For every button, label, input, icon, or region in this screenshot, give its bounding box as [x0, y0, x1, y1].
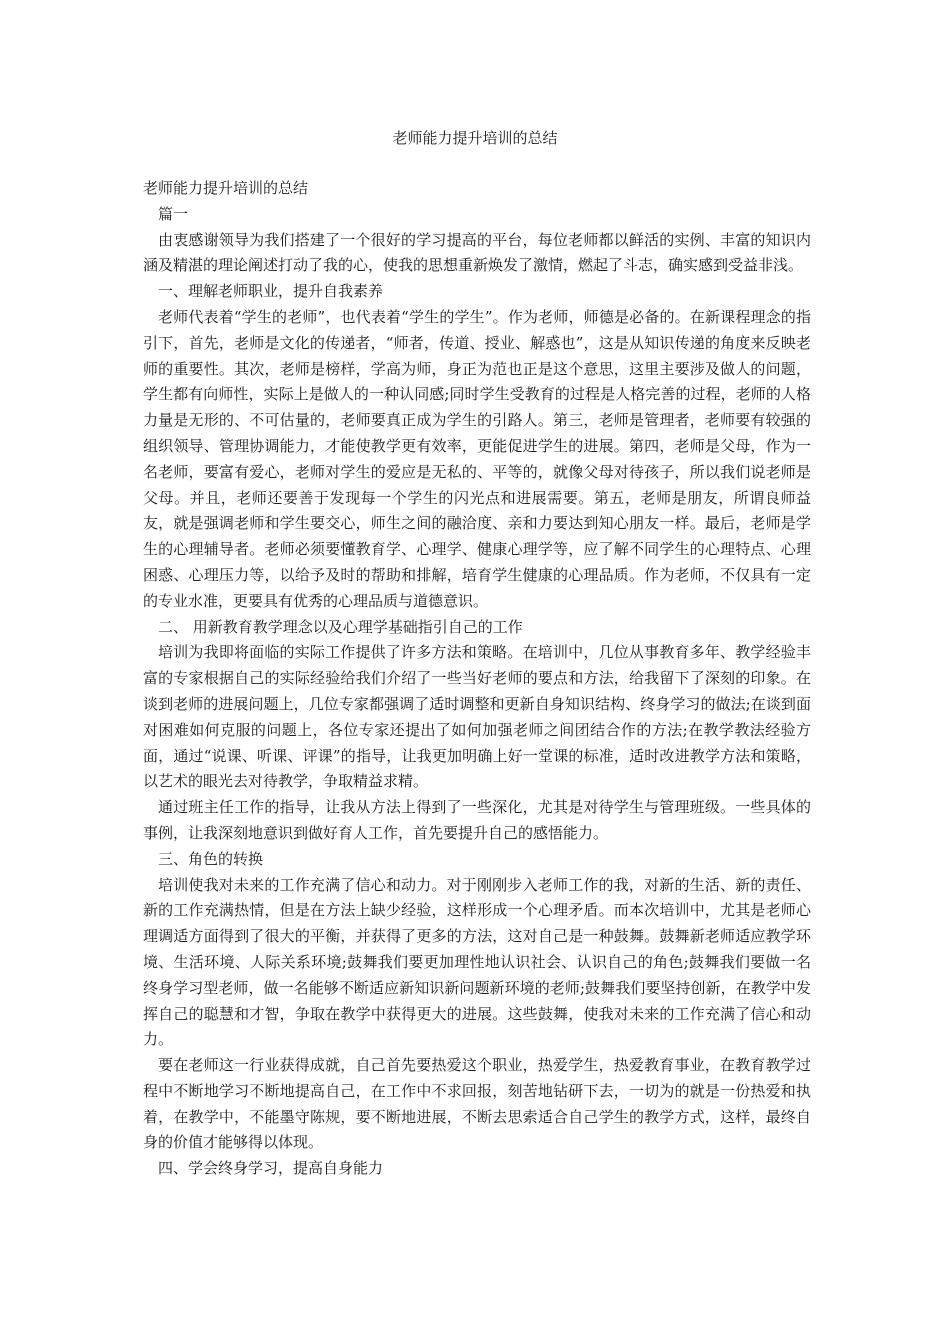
paragraph: 培训使我对未来的工作充满了信心和动力。对于刚刚步入老师工作的我，对新的生活、新的责任、新的工作充满热情，但是在方法上缺少经验，这样形成一个心理矛盾。而本次培训中，尤其是老师心理调适方面得到了很大的平衡，并获得了更多的方法，这对自己是一种鼓舞。鼓舞新老师适应教学环境、生活环境、人际关系环境;鼓舞我们要更加理性地认识社会、认识自己的角色;鼓舞我们要做一名终身学习型老师，做一名能够不断适应新知识新问题新环境的老师;鼓舞我们要坚持创新，在教学中发挥自己的聪慧和才智，争取在教学中获得更大的进展。这些鼓舞，使我对未来的工作充满了信心和动力。: [143, 875, 811, 1049]
section-heading: 一、理解老师职业，提升自我素养: [158, 282, 384, 301]
section-heading: 三、角色的转换: [158, 849, 264, 868]
document-body: [143, 176, 811, 1182]
paragraph: 通过班主任工作的指导，让我从方法上得到了一些深化，尤其是对待学生与管理班级。一些具体的事例，让我深刻地意识到做好育人工作，首先要提升自己的感悟能力。: [143, 798, 811, 842]
document-title: 老师能力提升培训的总结: [392, 129, 558, 147]
paragraph: 培训为我即将面临的实际工作提供了许多方法和策略。在培训中，几位从事教育多年、教学经验丰富的专家根据自己的实际经验给我们介绍了一些当好老师的要点和方法，给我留下了深刻的印象。在谈到老师的进展问题上，几位专家都强调了适时调整和更新自身知识结构、终身学习的做法;在谈到面对困难如何克服的问题上，各位专家还提出了如何加强老师之间团结合作的方法;在教学教法经验方面，通过“说课、听课、评课”的指导，让我更加明确上好一堂课的标准，适时改进教学方法和策略，以艺术的眼光去对待教学，争取精益求精。: [143, 643, 811, 791]
paragraph: 由衷感谢领导为我们搭建了一个很好的学习提高的平台，每位老师都以鲜活的实例、丰富的知识内涵及精湛的理论阐述打动了我的心，使我的思想重新焕发了激情，燃起了斗志，确实感到受益非浅。: [143, 230, 811, 275]
part-label: 篇一: [158, 204, 189, 223]
section-heading: 四、学会终身学习，提高自身能力: [158, 1159, 384, 1178]
paragraph: 要在老师这一行业获得成就，自己首先要热爱这个职业，热爱学生，热爱教育事业，在教育教学过程中不断地学习不断地提高自己，在工作中不求回报，刻苦地钻研下去，一切为的就是一份热爱和执着，在教学中，不能墨守陈规，要不断地进展，不断去思索适合自己学生的教学方式，这样，最终自身的价值才能够得以体现。: [143, 1056, 811, 1152]
document-subtitle: 老师能力提升培训的总结: [143, 179, 309, 197]
paragraph: 老师代表着“学生的老师”，也代表着“学生的学生”。作为老师，师德是必备的。在新课程理念的指引下，首先，老师是文化的传递者，“师者，传道、授业、解惑也”，这是从知识传递的角度来反映老师的重要性。其次，老师是榜样，学高为师，身正为范也正是这个意思，这里主要涉及做人的问题，学生都有向师性，实际上是做人的一种认同感;同时学生受教育的过程是人格完善的过程，老师的人格力量是无形的、不可估量的，老师要真正成为学生的引路人。第三，老师是管理者，老师要有较强的组织领导、管理协调能力，才能使教学更有效率，更能促进学生的进展。第四，老师是父母，作为一名老师，要富有爱心，老师对学生的爱应是无私的、平等的，就像父母对待孩子，所以我们说老师是父母。并且，老师还要善于发现每一个学生的闪光点和进展需要。第五，老师是朋友，所谓良师益友，就是强调老师和学生要交心，师生之间的融洽度、亲和力要达到知心朋友一样。最后，老师是学生的心理辅导者。老师必须要懂教育学、心理学、健康心理学等，应了解不同学生的心理特点、心理困惑、心理压力等，以给予及时的帮助和排解，培育学生健康的心理品质。作为老师，不仅具有一定的专业水准，更要具有优秀的心理品质与道德意识。: [143, 307, 811, 610]
section-heading: 二、 用新教育教学理念以及心理学基础指引自己的工作: [158, 617, 523, 636]
